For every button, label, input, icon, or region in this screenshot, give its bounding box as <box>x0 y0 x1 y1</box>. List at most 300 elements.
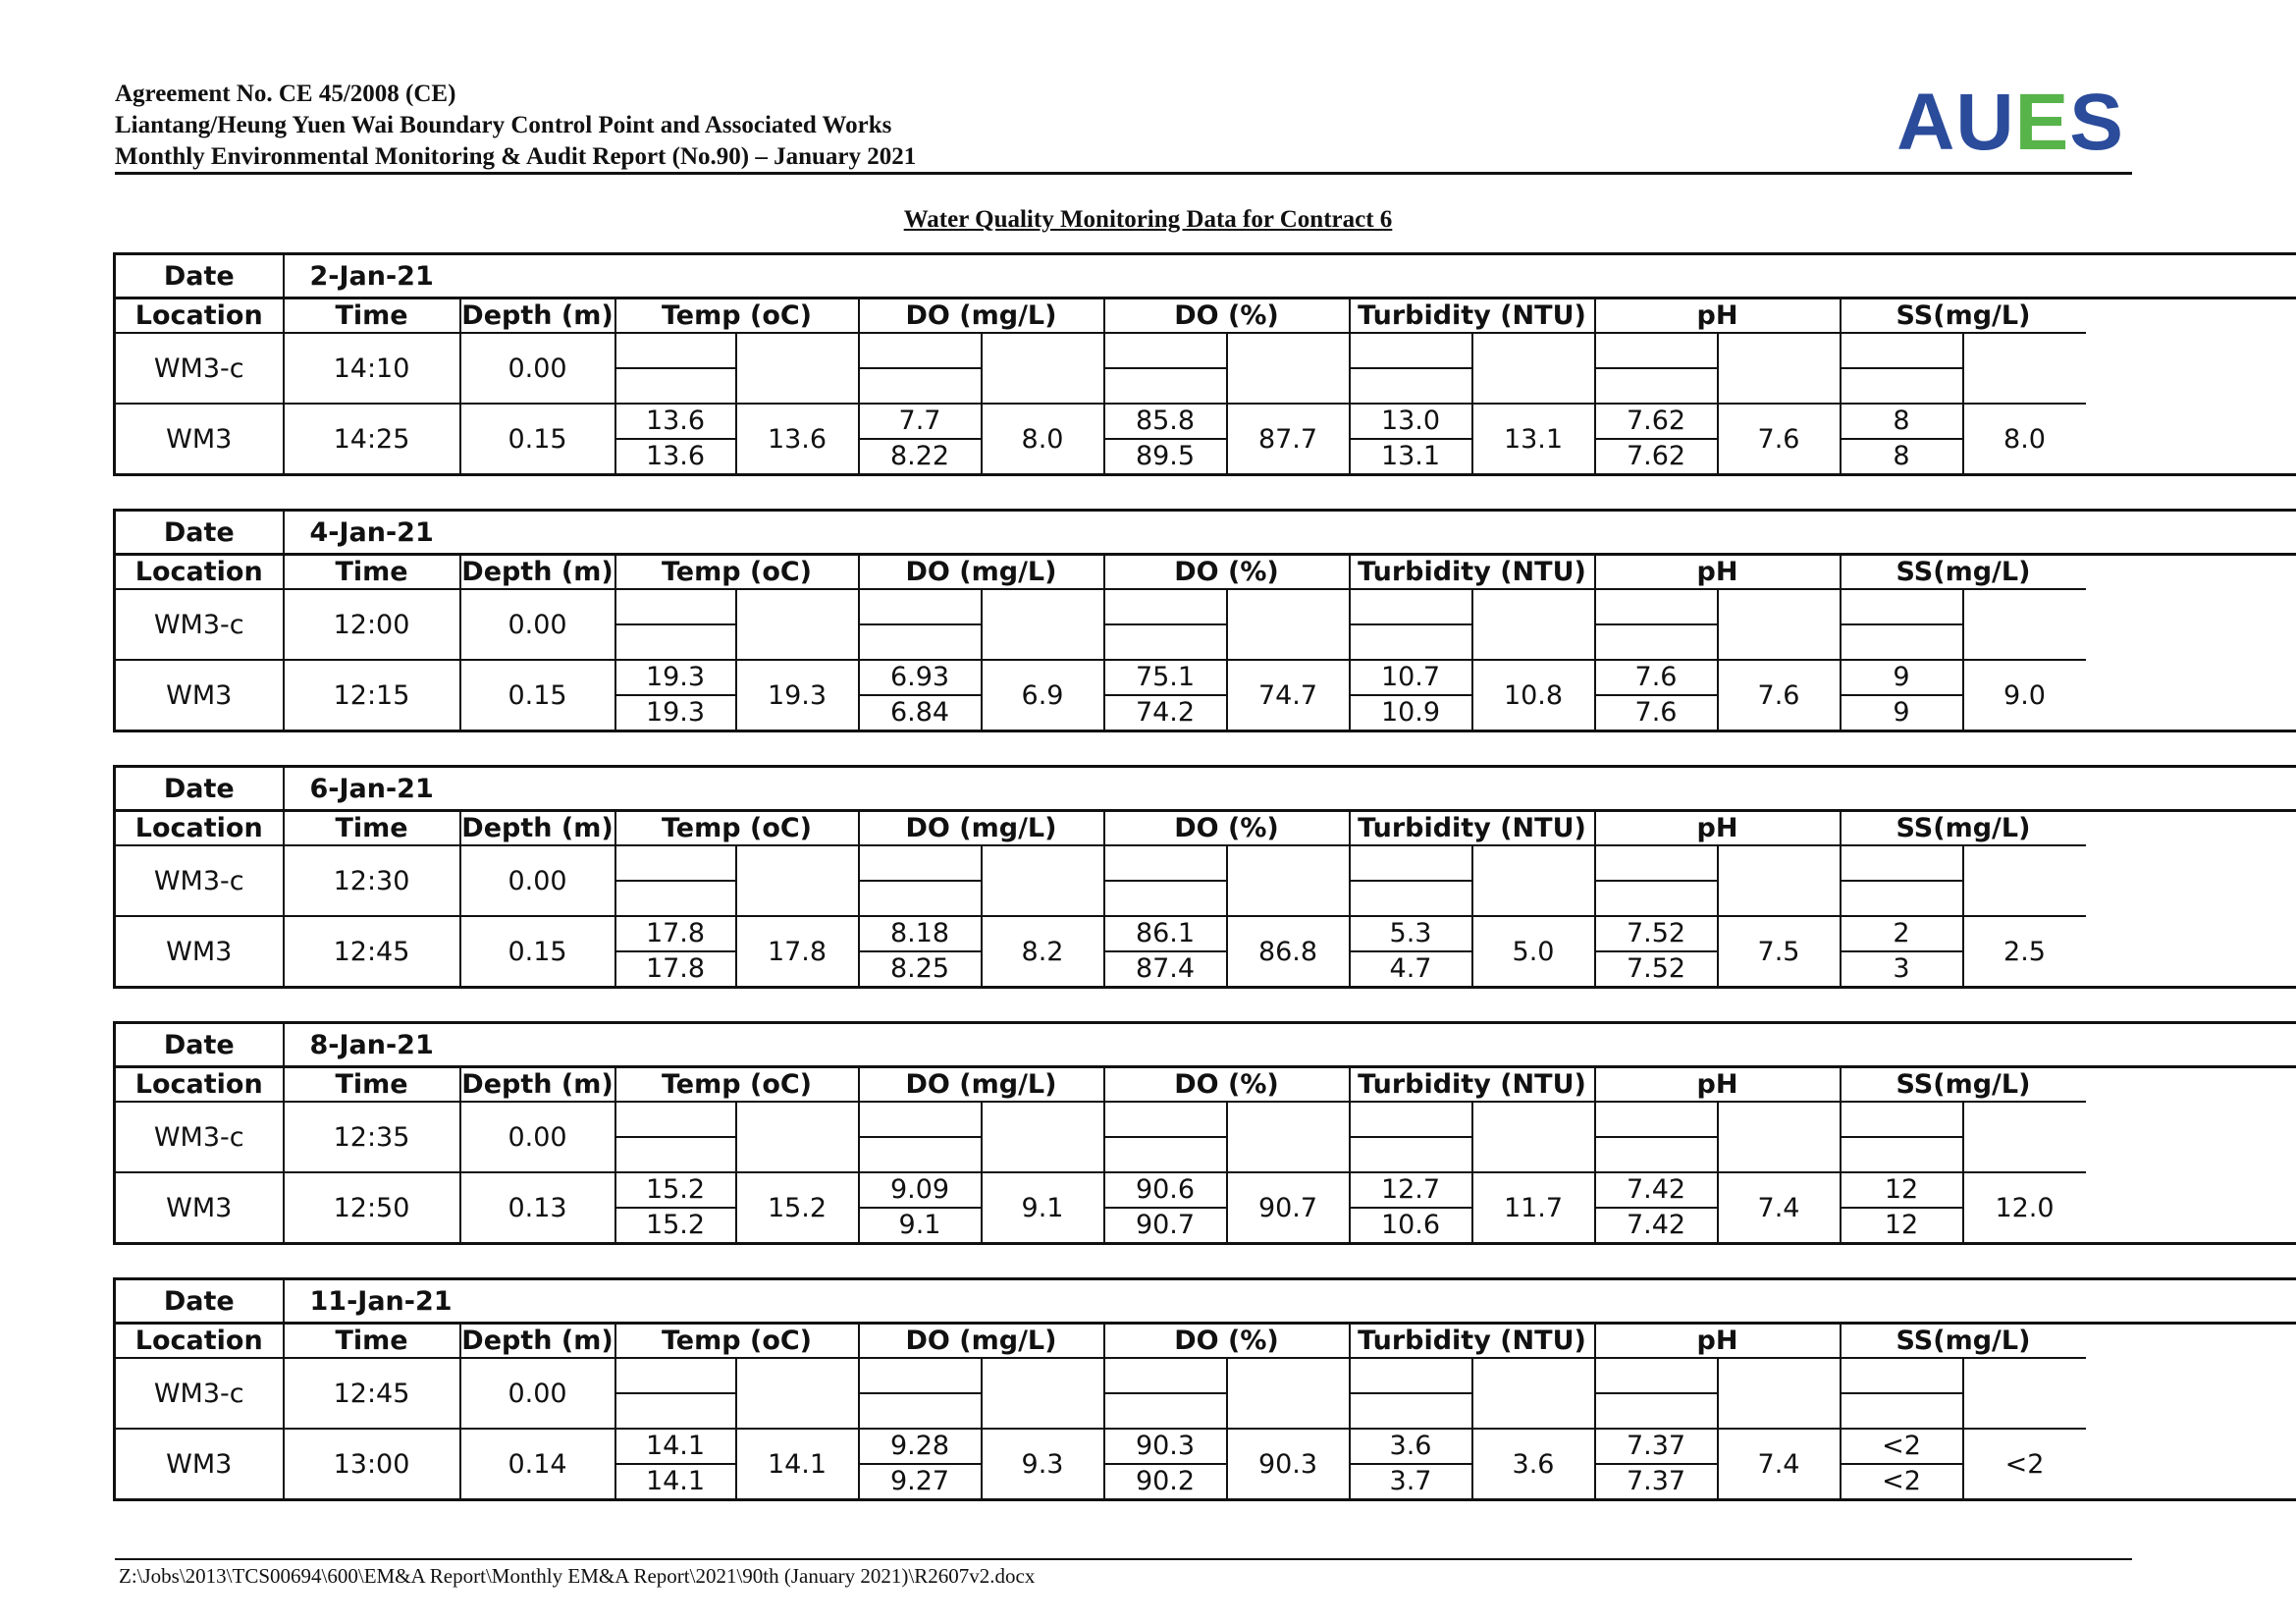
ph-readings-cell <box>1595 333 1718 404</box>
ph-reading-1 <box>1596 1103 1717 1138</box>
date-label: Date <box>115 254 284 298</box>
time-cell: 14:25 <box>284 404 460 475</box>
temp-readings-cell <box>615 1172 736 1244</box>
turbidity-average-cell: 13.1 <box>1472 404 1595 475</box>
do-mg-reading-1 <box>860 1103 981 1138</box>
do-mg-reading-1: 7.7 <box>860 405 981 440</box>
do-pct-readings-cell <box>1104 1102 1227 1172</box>
turbidity-readings-cell <box>1350 1429 1472 1500</box>
column-header-row <box>115 811 2296 846</box>
date-label: Date <box>115 1023 284 1067</box>
depth-cell: 0.14 <box>460 1429 615 1500</box>
ss-average-cell: <2 <box>1963 1429 2086 1500</box>
ph-reading-2: 7.52 <box>1626 953 1686 984</box>
do-pct-reading-2 <box>1105 1138 1226 1171</box>
do-pct-readings-cell <box>1104 589 1227 660</box>
do-mg-reading-1: 6.93 <box>860 661 981 696</box>
depth-header: Depth (m) <box>460 555 615 590</box>
turbidity-reading-2: 13.1 <box>1380 441 1441 471</box>
ss-readings-cell <box>1841 845 1963 916</box>
time-cell: 12:45 <box>284 1358 460 1429</box>
do-mg-reading-1 <box>860 1359 981 1394</box>
temp-reading-2 <box>616 625 735 659</box>
time-cell: 12:35 <box>284 1102 460 1172</box>
ph-readings-cell <box>1595 916 1718 988</box>
turbidity-average-cell: 5.0 <box>1472 916 1595 988</box>
depth-cell: 0.00 <box>460 845 615 916</box>
temp-average-cell <box>736 845 859 916</box>
ph-average-cell <box>1718 333 1841 404</box>
do-pct-average-cell <box>1227 1102 1350 1172</box>
ss-average-cell <box>1963 589 2086 660</box>
ph-header: pH <box>1595 298 1841 334</box>
do-pct-readings-cell <box>1104 1358 1227 1429</box>
temp-reading-2 <box>616 1138 735 1171</box>
ph-readings-cell <box>1595 1429 1718 1500</box>
monitoring-table <box>113 252 2296 476</box>
temp-readings-cell <box>615 1102 736 1172</box>
do-pct-readings-cell <box>1104 1429 1227 1500</box>
ph-average-cell: 7.5 <box>1718 916 1841 988</box>
temp-average-cell: 15.2 <box>736 1172 859 1244</box>
temp-reading-1 <box>616 590 735 625</box>
do-mg-reading-2 <box>860 1394 981 1428</box>
temp-readings-cell <box>615 1429 736 1500</box>
ph-reading-2 <box>1596 625 1717 659</box>
ph-reading-1 <box>1596 590 1717 625</box>
do-mg-average-cell <box>982 845 1104 916</box>
do-pct-reading-2 <box>1105 625 1226 659</box>
ss-reading-2 <box>1842 882 1962 915</box>
logo-text-au: AU <box>1896 78 2015 167</box>
ph-average-cell <box>1718 1102 1841 1172</box>
time-header: Time <box>284 555 460 590</box>
column-header-row <box>115 1067 2296 1103</box>
temp-reading-2: 17.8 <box>645 953 706 984</box>
time-header: Time <box>284 298 460 334</box>
do-mg-readings-cell <box>859 589 982 660</box>
ph-readings-cell <box>1595 589 1718 660</box>
do-mg-average-cell <box>982 589 1104 660</box>
ph-header: pH <box>1595 555 1841 590</box>
date-label: Date <box>115 511 284 555</box>
do-mg-readings-cell <box>859 845 982 916</box>
depth-cell: 0.15 <box>460 404 615 475</box>
do-pct-reading-1: 75.1 <box>1105 661 1226 696</box>
do-mg-header: DO (mg/L) <box>859 1324 1104 1359</box>
table-row <box>115 589 2296 660</box>
location-cell: WM3 <box>115 1172 284 1244</box>
ss-reading-2 <box>1842 1394 1962 1428</box>
do-pct-average-cell <box>1227 333 1350 404</box>
logo-text-s: S <box>2069 78 2124 167</box>
time-cell: 12:50 <box>284 1172 460 1244</box>
time-header: Time <box>284 1067 460 1103</box>
ss-readings-cell <box>1841 1172 1963 1244</box>
do-mg-readings-cell <box>859 660 982 731</box>
ss-average-cell <box>1963 845 2086 916</box>
do-mg-reading-1 <box>860 846 981 882</box>
table-row <box>115 1102 2296 1172</box>
turbidity-header: Turbidity (NTU) <box>1350 298 1595 334</box>
ss-reading-1: <2 <box>1842 1430 1962 1465</box>
do-mg-average-cell <box>982 1102 1104 1172</box>
depth-cell: 0.00 <box>460 1102 615 1172</box>
ph-average-cell: 7.4 <box>1718 1172 1841 1244</box>
location-cell: WM3-c <box>115 1102 284 1172</box>
ss-readings-cell <box>1841 1429 1963 1500</box>
turbidity-reading-1: 10.7 <box>1351 661 1471 696</box>
turbidity-average-cell: 10.8 <box>1472 660 1595 731</box>
do-pct-reading-1 <box>1105 846 1226 882</box>
do-mg-readings-cell <box>859 1429 982 1500</box>
column-header-row <box>115 298 2296 334</box>
do-pct-reading-2 <box>1105 882 1226 915</box>
do-pct-reading-1: 86.1 <box>1105 917 1226 952</box>
column-header-row <box>115 1324 2296 1359</box>
table-row <box>115 660 2296 731</box>
ss-header: SS(mg/L) <box>1841 555 2086 590</box>
ss-reading-2: 12 <box>1884 1210 1919 1240</box>
ph-readings-cell <box>1595 1358 1718 1429</box>
turbidity-reading-2 <box>1351 882 1471 915</box>
temp-average-cell <box>736 333 859 404</box>
ss-average-cell: 8.0 <box>1963 404 2086 475</box>
turbidity-reading-2 <box>1351 1138 1471 1171</box>
do-pct-readings-cell <box>1104 845 1227 916</box>
monitoring-table <box>113 509 2296 732</box>
do-mg-readings-cell <box>859 333 982 404</box>
location-cell: WM3 <box>115 1429 284 1500</box>
ph-average-cell: 7.4 <box>1718 1429 1841 1500</box>
ph-header: pH <box>1595 811 1841 846</box>
temp-readings-cell <box>615 845 736 916</box>
temp-average-cell: 14.1 <box>736 1429 859 1500</box>
location-cell: WM3-c <box>115 589 284 660</box>
do-mg-reading-1 <box>860 590 981 625</box>
ss-reading-2 <box>1842 369 1962 403</box>
table-row <box>115 1429 2296 1500</box>
turbidity-readings-cell <box>1350 1102 1472 1172</box>
do-pct-average-cell <box>1227 1358 1350 1429</box>
ss-header: SS(mg/L) <box>1841 1067 2086 1103</box>
temp-average-cell: 13.6 <box>736 404 859 475</box>
monitoring-table <box>113 1277 2296 1501</box>
date-label: Date <box>115 1279 284 1324</box>
footer-divider <box>115 1558 2132 1560</box>
do-mg-readings-cell <box>859 1172 982 1244</box>
ph-reading-1: 7.62 <box>1596 405 1717 440</box>
temp-reading-2: 13.6 <box>645 441 706 471</box>
temp-reading-2 <box>616 1394 735 1428</box>
table-row <box>115 404 2296 475</box>
location-cell: WM3-c <box>115 1358 284 1429</box>
date-value: 8-Jan-21 <box>284 1023 2296 1067</box>
date-row <box>115 1279 2296 1324</box>
do-mg-reading-1: 8.18 <box>860 917 981 952</box>
turbidity-reading-1: 3.6 <box>1351 1430 1471 1465</box>
temp-reading-1 <box>616 846 735 882</box>
turbidity-reading-2: 10.6 <box>1380 1210 1441 1240</box>
date-row <box>115 254 2296 298</box>
ph-reading-2 <box>1596 1394 1717 1428</box>
do-pct-readings-cell <box>1104 333 1227 404</box>
ph-reading-2 <box>1596 882 1717 915</box>
location-cell: WM3 <box>115 916 284 988</box>
temp-reading-1 <box>616 1359 735 1394</box>
table-row <box>115 1172 2296 1244</box>
temp-header: Temp (oC) <box>615 811 859 846</box>
ph-reading-1: 7.52 <box>1596 917 1717 952</box>
do-pct-reading-1 <box>1105 590 1226 625</box>
do-pct-reading-1 <box>1105 1103 1226 1138</box>
do-mg-readings-cell <box>859 916 982 988</box>
turbidity-readings-cell <box>1350 660 1472 731</box>
ss-header: SS(mg/L) <box>1841 811 2086 846</box>
turbidity-average-cell: 3.6 <box>1472 1429 1595 1500</box>
date-row <box>115 1023 2296 1067</box>
temp-reading-1 <box>616 334 735 369</box>
ss-average-cell: 9.0 <box>1963 660 2086 731</box>
turbidity-readings-cell <box>1350 1358 1472 1429</box>
ph-reading-1 <box>1596 846 1717 882</box>
turbidity-reading-2: 10.9 <box>1380 697 1441 728</box>
do-mg-header: DO (mg/L) <box>859 811 1104 846</box>
turbidity-reading-1 <box>1351 846 1471 882</box>
do-pct-average-cell: 86.8 <box>1227 916 1350 988</box>
section-title: Water Quality Monitoring Data for Contract 6 <box>903 206 1393 233</box>
turbidity-reading-1: 13.0 <box>1351 405 1471 440</box>
do-pct-average-cell: 87.7 <box>1227 404 1350 475</box>
turbidity-average-cell <box>1472 1102 1595 1172</box>
temp-reading-2: 14.1 <box>645 1466 706 1496</box>
turbidity-reading-2 <box>1351 369 1471 403</box>
ss-readings-cell <box>1841 404 1963 475</box>
do-pct-average-cell: 90.7 <box>1227 1172 1350 1244</box>
ss-reading-2: 9 <box>1893 697 1910 728</box>
ss-average-cell <box>1963 1102 2086 1172</box>
do-pct-header: DO (%) <box>1104 811 1350 846</box>
ph-average-cell <box>1718 845 1841 916</box>
do-mg-reading-2 <box>860 369 981 403</box>
do-mg-reading-2: 9.27 <box>889 1466 950 1496</box>
date-value: 11-Jan-21 <box>284 1279 2296 1324</box>
ph-reading-1: 7.42 <box>1596 1173 1717 1209</box>
turbidity-readings-cell <box>1350 1172 1472 1244</box>
do-pct-readings-cell <box>1104 1172 1227 1244</box>
ss-average-cell <box>1963 333 2086 404</box>
location-cell: WM3 <box>115 660 284 731</box>
ph-reading-1 <box>1596 1359 1717 1394</box>
temp-reading-2 <box>616 369 735 403</box>
depth-cell: 0.15 <box>460 916 615 988</box>
ph-header: pH <box>1595 1067 1841 1103</box>
do-pct-reading-1 <box>1105 1359 1226 1394</box>
do-pct-readings-cell <box>1104 660 1227 731</box>
do-pct-reading-2: 90.2 <box>1135 1466 1196 1496</box>
temp-header: Temp (oC) <box>615 298 859 334</box>
ph-reading-2: 7.6 <box>1634 697 1678 728</box>
temp-header: Temp (oC) <box>615 1324 859 1359</box>
table-row <box>115 916 2296 988</box>
turbidity-reading-2 <box>1351 1394 1471 1428</box>
location-header: Location <box>115 298 284 334</box>
ss-reading-1 <box>1842 590 1962 625</box>
do-mg-reading-2 <box>860 625 981 659</box>
temp-header: Temp (oC) <box>615 1067 859 1103</box>
ph-readings-cell <box>1595 1172 1718 1244</box>
ss-readings-cell <box>1841 333 1963 404</box>
location-header: Location <box>115 555 284 590</box>
do-mg-average-cell <box>982 333 1104 404</box>
ph-average-cell: 7.6 <box>1718 404 1841 475</box>
ph-reading-1 <box>1596 334 1717 369</box>
ss-reading-1: 12 <box>1842 1173 1962 1209</box>
date-row <box>115 767 2296 811</box>
agreement-number: Agreement No. CE 45/2008 (CE) <box>115 81 456 107</box>
turbidity-header: Turbidity (NTU) <box>1350 811 1595 846</box>
turbidity-average-cell <box>1472 589 1595 660</box>
turbidity-header: Turbidity (NTU) <box>1350 1067 1595 1103</box>
time-cell: 12:30 <box>284 845 460 916</box>
do-pct-average-cell <box>1227 589 1350 660</box>
monitoring-table <box>113 1021 2296 1245</box>
turbidity-average-cell: 11.7 <box>1472 1172 1595 1244</box>
turbidity-readings-cell <box>1350 845 1472 916</box>
ss-reading-2: 3 <box>1893 953 1910 984</box>
location-cell: WM3 <box>115 404 284 475</box>
turbidity-average-cell <box>1472 845 1595 916</box>
turbidity-reading-1 <box>1351 1103 1471 1138</box>
temp-readings-cell <box>615 1358 736 1429</box>
do-mg-reading-1: 9.09 <box>860 1173 981 1209</box>
temp-reading-1: 15.2 <box>616 1173 735 1209</box>
temp-readings-cell <box>615 660 736 731</box>
ss-reading-1 <box>1842 334 1962 369</box>
ph-reading-2 <box>1596 369 1717 403</box>
temp-reading-1 <box>616 1103 735 1138</box>
do-mg-header: DO (mg/L) <box>859 1067 1104 1103</box>
depth-cell: 0.00 <box>460 589 615 660</box>
location-header: Location <box>115 1067 284 1103</box>
time-cell: 14:10 <box>284 333 460 404</box>
temp-average-cell <box>736 1358 859 1429</box>
date-value: 4-Jan-21 <box>284 511 2296 555</box>
do-mg-readings-cell <box>859 1102 982 1172</box>
temp-reading-1: 19.3 <box>616 661 735 696</box>
ph-readings-cell <box>1595 1102 1718 1172</box>
depth-header: Depth (m) <box>460 1324 615 1359</box>
ss-average-cell <box>1963 1358 2086 1429</box>
do-mg-reading-2: 8.22 <box>889 441 950 471</box>
ss-average-cell: 12.0 <box>1963 1172 2086 1244</box>
ph-header: pH <box>1595 1324 1841 1359</box>
temp-average-cell: 19.3 <box>736 660 859 731</box>
temp-reading-1: 13.6 <box>616 405 735 440</box>
do-pct-average-cell: 74.7 <box>1227 660 1350 731</box>
time-header: Time <box>284 1324 460 1359</box>
date-value: 6-Jan-21 <box>284 767 2296 811</box>
depth-cell: 0.15 <box>460 660 615 731</box>
turbidity-header: Turbidity (NTU) <box>1350 555 1595 590</box>
ph-readings-cell <box>1595 845 1718 916</box>
do-pct-header: DO (%) <box>1104 1067 1350 1103</box>
ph-reading-2: 7.42 <box>1626 1210 1686 1240</box>
do-mg-reading-2: 8.25 <box>889 953 950 984</box>
temp-readings-cell <box>615 404 736 475</box>
time-cell: 13:00 <box>284 1429 460 1500</box>
do-pct-average-cell: 90.3 <box>1227 1429 1350 1500</box>
depth-cell: 0.00 <box>460 1358 615 1429</box>
turbidity-header: Turbidity (NTU) <box>1350 1324 1595 1359</box>
turbidity-average-cell <box>1472 1358 1595 1429</box>
ss-readings-cell <box>1841 589 1963 660</box>
project-title: Liantang/Heung Yuen Wai Boundary Control Point and Associated Works <box>115 112 892 138</box>
time-header: Time <box>284 811 460 846</box>
table-row <box>115 333 2296 404</box>
do-pct-average-cell <box>1227 845 1350 916</box>
ss-readings-cell <box>1841 660 1963 731</box>
do-mg-readings-cell <box>859 404 982 475</box>
temp-header: Temp (oC) <box>615 555 859 590</box>
do-pct-reading-2: 87.4 <box>1135 953 1196 984</box>
do-mg-reading-2 <box>860 882 981 915</box>
turbidity-reading-1: 12.7 <box>1351 1173 1471 1209</box>
do-mg-average-cell: 6.9 <box>982 660 1104 731</box>
turbidity-readings-cell <box>1350 404 1472 475</box>
table-row <box>115 845 2296 916</box>
date-row <box>115 511 2296 555</box>
ss-reading-1: 9 <box>1842 661 1962 696</box>
ph-reading-2: 7.62 <box>1626 441 1686 471</box>
document-header <box>115 79 2132 175</box>
logo-text-e: E <box>2014 78 2070 167</box>
ph-readings-cell <box>1595 404 1718 475</box>
turbidity-reading-1 <box>1351 590 1471 625</box>
turbidity-reading-2: 3.7 <box>1389 1466 1432 1496</box>
depth-header: Depth (m) <box>460 811 615 846</box>
turbidity-reading-1 <box>1351 334 1471 369</box>
temp-average-cell: 17.8 <box>736 916 859 988</box>
location-cell: WM3-c <box>115 333 284 404</box>
location-header: Location <box>115 811 284 846</box>
do-mg-header: DO (mg/L) <box>859 555 1104 590</box>
turbidity-reading-1 <box>1351 1359 1471 1394</box>
do-mg-average-cell: 9.3 <box>982 1429 1104 1500</box>
do-pct-reading-1: 85.8 <box>1105 405 1226 440</box>
ph-average-cell <box>1718 589 1841 660</box>
turbidity-reading-2 <box>1351 625 1471 659</box>
monitoring-table <box>113 765 2296 989</box>
do-mg-reading-2: 9.1 <box>898 1210 941 1240</box>
do-mg-reading-1: 9.28 <box>860 1430 981 1465</box>
depth-cell: 0.13 <box>460 1172 615 1244</box>
temp-reading-2 <box>616 882 735 915</box>
column-header-row <box>115 555 2296 590</box>
location-cell: WM3-c <box>115 845 284 916</box>
turbidity-readings-cell <box>1350 333 1472 404</box>
ph-readings-cell <box>1595 660 1718 731</box>
ph-reading-2: 7.37 <box>1626 1466 1686 1496</box>
turbidity-readings-cell <box>1350 916 1472 988</box>
depth-header: Depth (m) <box>460 298 615 334</box>
do-pct-reading-2: 89.5 <box>1135 441 1196 471</box>
ss-reading-2 <box>1842 625 1962 659</box>
ph-average-cell: 7.6 <box>1718 660 1841 731</box>
date-label: Date <box>115 767 284 811</box>
do-pct-reading-1 <box>1105 334 1226 369</box>
do-mg-average-cell <box>982 1358 1104 1429</box>
